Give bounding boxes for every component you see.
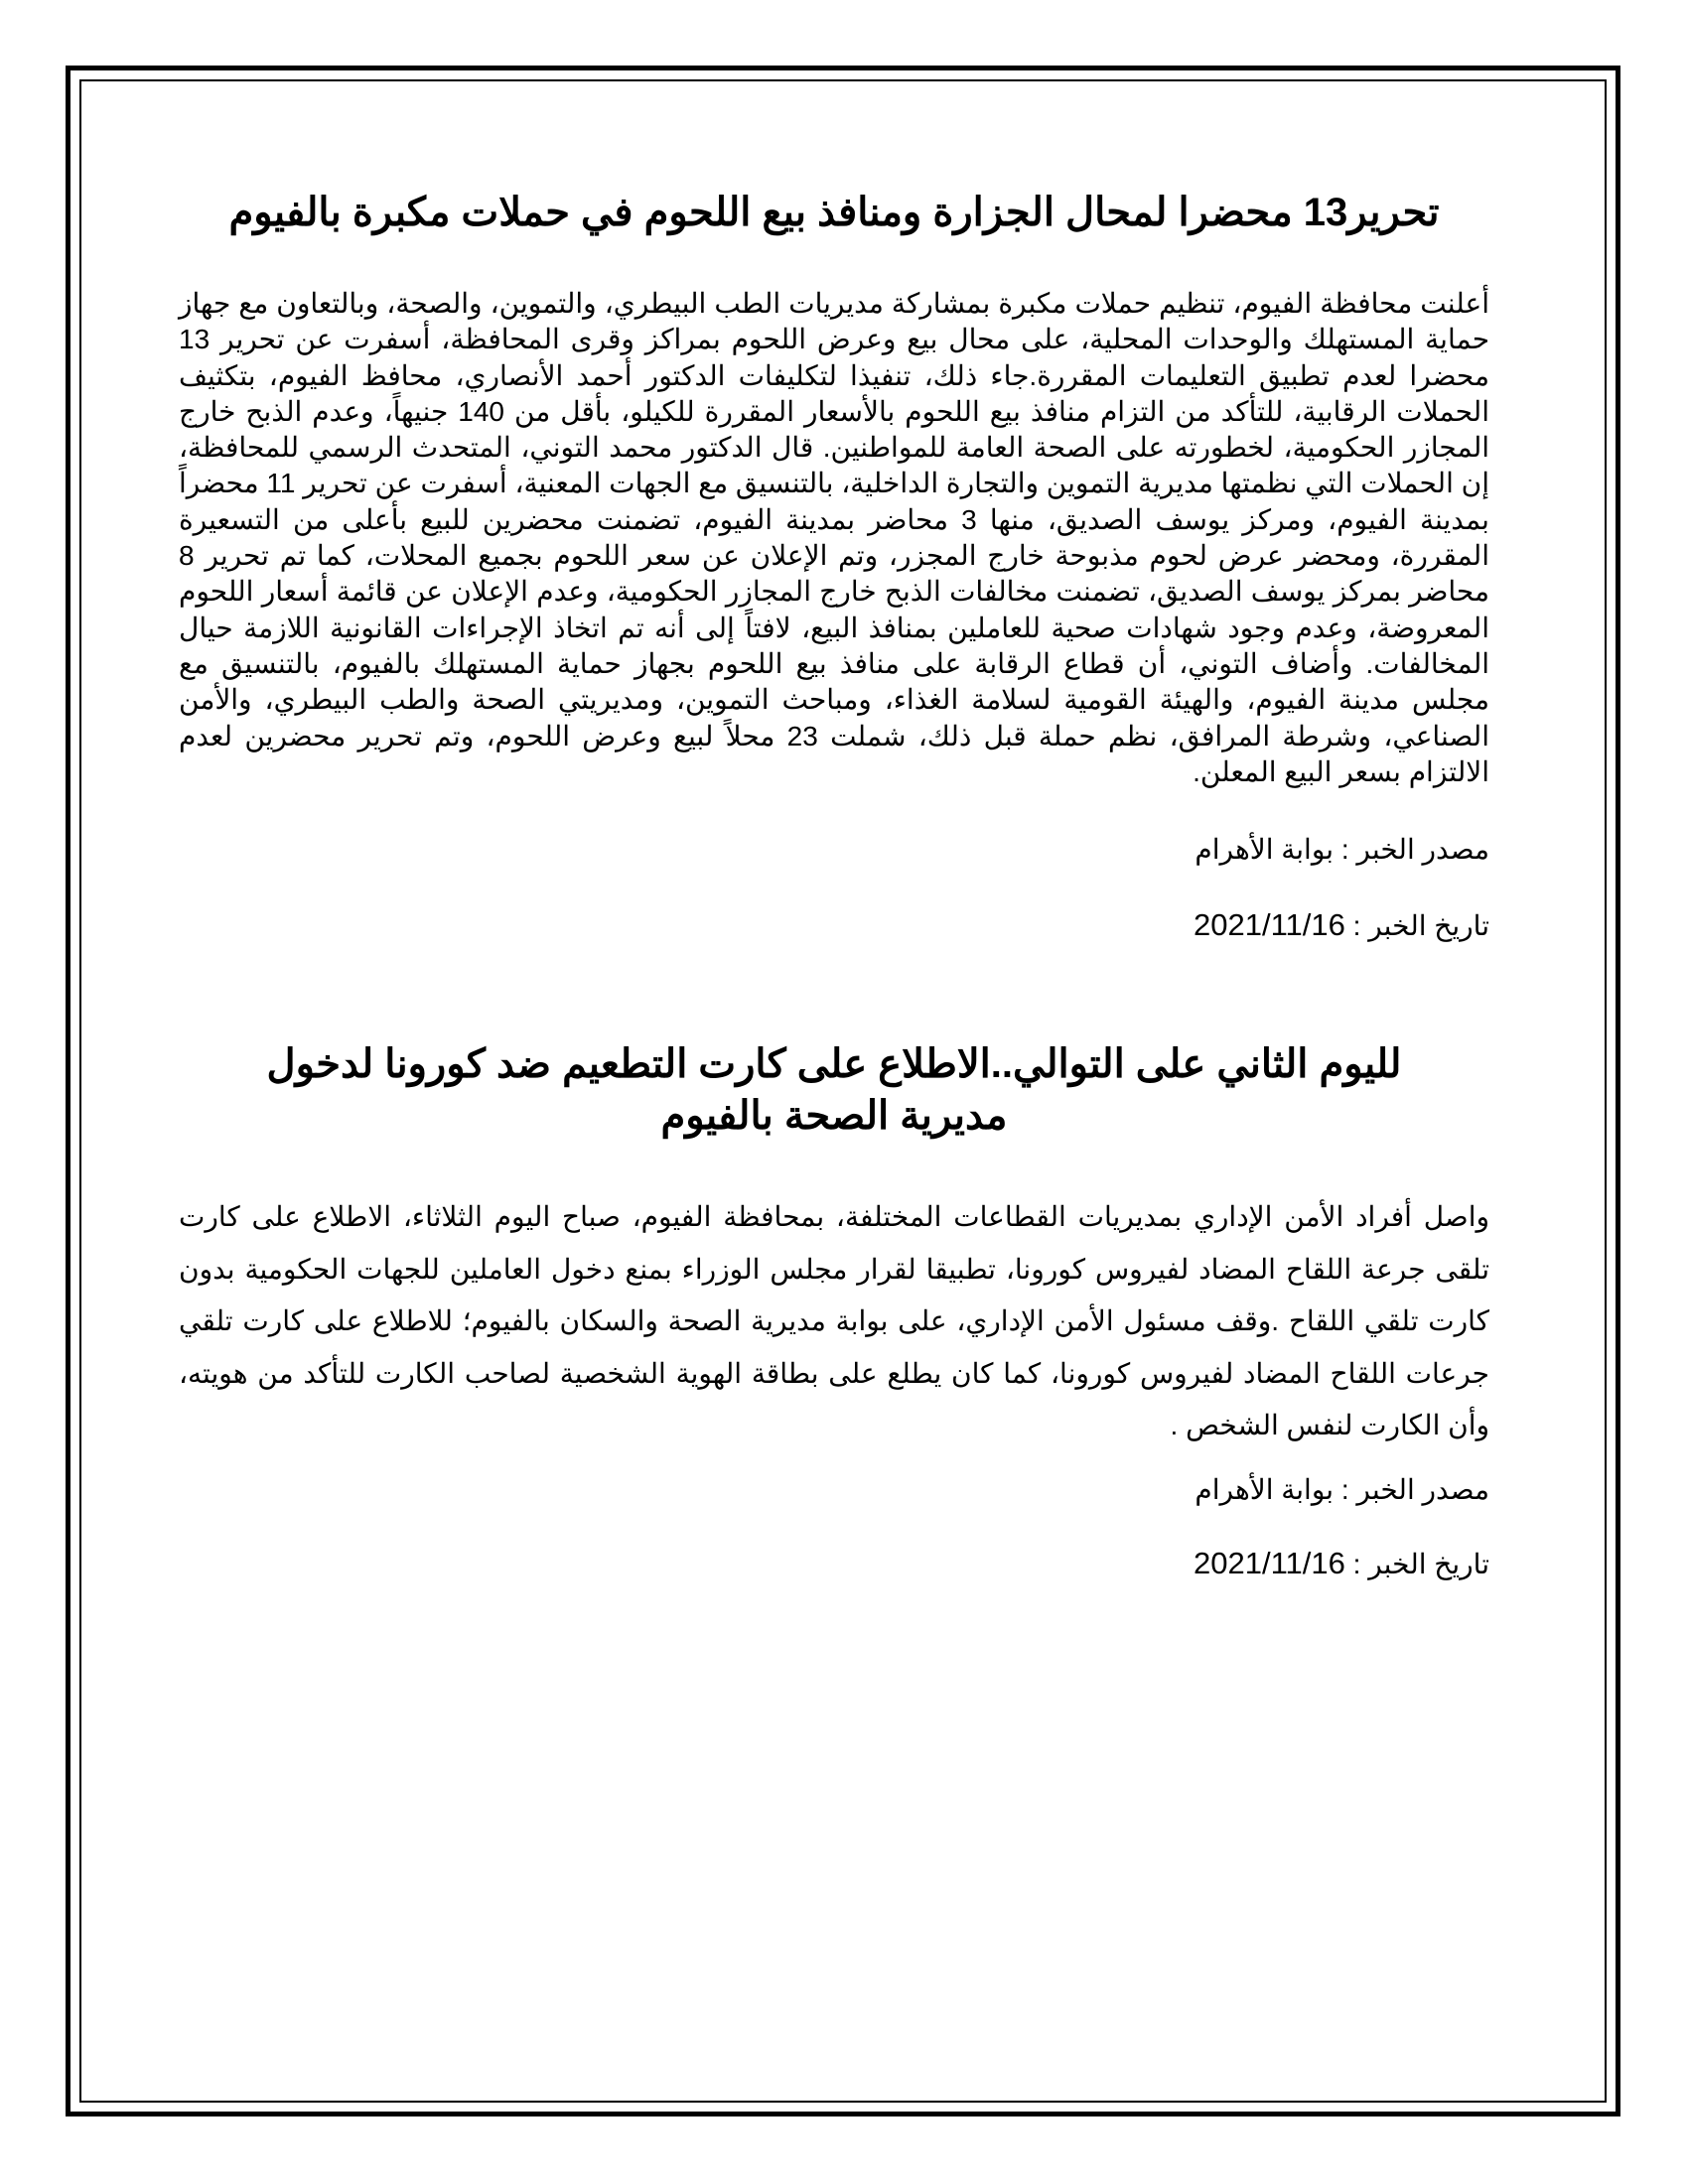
source-label: مصدر الخبر :: [1340, 834, 1489, 866]
article-1-date: [179, 907, 1489, 944]
source-label: مصدر الخبر :: [1340, 1473, 1489, 1505]
date-value: 2021/11/16: [1194, 907, 1345, 943]
article-2-source: [179, 1472, 1489, 1508]
article-1-title: تحرير13 محضرا لمحال الجزارة ومنافذ بيع اللحوم في حملات مكبرة بالفيوم: [228, 191, 1440, 234]
article-1-source: [179, 832, 1489, 868]
article-2-title: لليوم الثاني على التوالي..الاطلاع على كارت التطعيم ضد كورونا لدخول مديرية الصحة بالفيوم: [266, 1042, 1402, 1139]
source-value: بوابة الأهرام: [1195, 834, 1335, 866]
source-value: بوابة الأهرام: [1195, 1473, 1335, 1505]
date-value: 2021/11/16: [1194, 1545, 1345, 1580]
article-1-body: أعلنت محافظة الفيوم، تنظيم حملات مكبرة بمشاركة مديريات الطب البيطري، والتموين، والصحة، وبالتعاون مع جهاز حماية المستهلك والوحدات المحلية، على محال بيع وعرض اللحوم بمراكز وقرى المحافظة، أسفرت عن تحرير 13 محضرا لعدم تطبيق التعليمات المقررة.جاء ذلك، تنفيذا لتكليفات الدكتور أحمد الأنصاري، محافظ الفيوم، بتكثيف الحملات الرقابية، للتأكد من التزام منافذ بيع اللحوم بالأسعار المقررة للكيلو، بأقل من 140 جنيهاً، وعدم الذبح خارج المجازر الحكومية، لخطورته على الصحة العامة للمواطنين. قال الدكتور محمد التوني، المتحدث الرسمي للمحافظة، إن الحملات التي نظمتها مديرية التموين والتجارة الداخلية، بالتنسيق مع الجهات المعنية، أسفرت عن تحرير 11 محضراً بمدينة الفيوم، ومركز يوسف الصديق، منها 3 محاضر بمدينة الفيوم، تضمنت محضرين للبيع بأعلى من التسعيرة المقررة، ومحضر عرض لحوم مذبوحة خارج المجزر، وتم الإعلان عن سعر اللحوم بجميع المحلات، كما تم تحرير 8 محاضر بمركز يوسف الصديق، تضمنت مخالفات الذبح خارج المجازر الحكومية، وعدم الإعلان عن قائمة أسعار اللحوم المعروضة، وعدم وجود شهادات صحية للعاملين بمنافذ البيع، لافتاً إلى أنه تم اتخاذ الإجراءات القانونية اللازمة حيال المخالفات. وأضاف التوني، أن قطاع الرقابة على منافذ بيع اللحوم بجهاز حماية المستهلك بالفيوم، بالتنسيق مع مجلس مدينة الفيوم، والهيئة القومية لسلامة الغذاء، ومباحث التموين، ومديريتي الصحة والطب البيطري، والأمن الصناعي، وشرطة المرافق، نظم حملة قبل ذلك، شملت 23 محلاً لبيع وعرض اللحوم، وتم تحرير محضرين لعدم الالتزام بسعر البيع المعلن.: [179, 288, 1489, 787]
date-label: تاريخ الخبر :: [1352, 910, 1489, 942]
article-2-date: [179, 1546, 1489, 1582]
date-label: تاريخ الخبر :: [1352, 1548, 1489, 1579]
article-2-body: واصل أفراد الأمن الإداري بمديريات القطاعات المختلفة، بمحافظة الفيوم، صباح اليوم الثلاثاء، الاطلاع على كارت تلقى جرعة اللقاح المضاد لفيروس كورونا، تطبيقا لقرار مجلس الوزراء بمنع دخول العاملين للجهات الحكومية بدون كارت تلقي اللقاح .وقف مسئول الأمن الإداري، على بوابة مديرية الصحة والسكان بالفيوم؛ للاطلاع على كارت تلقي جرعات اللقاح المضاد لفيروس كورونا، كما كان يطلع على بطاقة الهوية الشخصية لصاحب الكارت للتأكد من هويته، وأن الكارت لنفس الشخص .: [179, 1201, 1489, 1441]
document-content: [179, 187, 1489, 1582]
